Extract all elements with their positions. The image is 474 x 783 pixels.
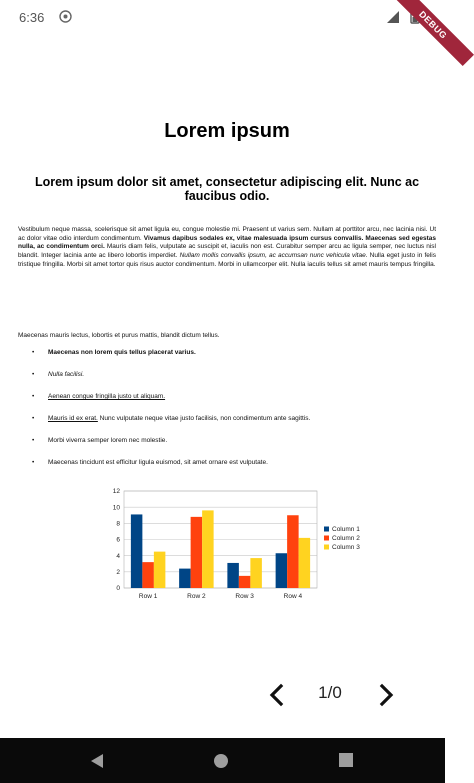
y-tick-label: 4 [116, 552, 120, 560]
next-page-button[interactable] [372, 681, 400, 709]
list-item-link[interactable]: Aenean congue fringilla justo ut aliquam. [48, 393, 166, 400]
list-item-link[interactable]: Mauris id ex erat. [48, 415, 98, 422]
home-button[interactable] [213, 753, 229, 769]
x-tick-label: Row 2 [187, 593, 206, 600]
list-item [18, 458, 436, 467]
list-item [18, 348, 436, 357]
system-navigation-bar [0, 738, 445, 783]
paragraph-italic-text: Nullam mollis convallis ipsum, ac accumsan nunc vehicula vitae. [179, 252, 368, 260]
back-triangle-icon [91, 754, 103, 768]
bar [202, 510, 214, 588]
legend-label: Column 3 [332, 544, 360, 551]
bullet-icon: • [32, 349, 35, 356]
y-tick-label: 0 [116, 585, 120, 593]
list-item [18, 414, 436, 423]
document-title: Lorem ipsum [164, 120, 290, 142]
bullet-list [18, 348, 436, 467]
document-paragraph [18, 226, 436, 270]
x-tick-label: Row 4 [283, 593, 303, 600]
bar [250, 558, 262, 588]
list-item-text: Morbi viverra semper lorem nec molestie. [48, 437, 168, 444]
previous-page-button[interactable] [263, 681, 291, 709]
bullet-icon: • [32, 415, 35, 422]
paragraph-text: Vestibulum neque massa, scelerisque sit amet ligula eu, congue molestie mi. Praesent ut varius sem. Nullam at porttitor arcu, nec lacinia nisi. Ut ac dolor vitae odio interdum condimentum. [18, 226, 436, 242]
recents-button[interactable] [339, 753, 353, 767]
x-tick-label: Row 1 [138, 593, 158, 600]
legend-label: Column 1 [332, 526, 360, 533]
chevron-left-icon [272, 686, 281, 704]
list-item-text: Nulla facilisi. [48, 371, 85, 378]
bar [179, 569, 191, 588]
legend-swatch [324, 545, 329, 550]
paragraph-bold-text: Vivamus dapibus sodales ex, vitae malesuada ipsum cursus convallis. Maecenas sed egestas nulla, ac condimentum orci. [18, 234, 436, 251]
bar [131, 514, 143, 588]
list-item [18, 436, 436, 445]
bar [287, 515, 299, 588]
bullet-icon: • [32, 437, 35, 444]
bar [142, 562, 154, 588]
list-item [18, 370, 436, 379]
bar-chart [104, 485, 379, 610]
bar [239, 576, 251, 588]
list-item-text: Maecenas non lorem quis tellus placerat varius. [48, 349, 196, 356]
bullet-icon: • [32, 393, 35, 400]
bar [299, 538, 311, 588]
recents-square-icon [339, 753, 353, 767]
document-subtitle: Lorem ipsum dolor sit amet, consectetur adipiscing elit. Nunc ac faucibus odio. [34, 175, 420, 203]
paragraph-text: Mauris diam felis, vulputate ac suscipit et, iaculis non est. Curabitur semper arcu ac ligula semper, nec luctus nisl blandit. Integer lacinia ante ac libero lobortis imperdiet. [18, 243, 437, 260]
back-button[interactable] [89, 753, 105, 769]
y-tick-label: 8 [116, 520, 120, 528]
debug-banner [375, 0, 449, 70]
y-tick-label: 6 [116, 536, 120, 544]
bar [191, 517, 203, 588]
bar [227, 563, 239, 588]
list-item-text: Nunc vulputate neque vitae justo facilisis, non condimentum ante sagittis. [97, 415, 311, 422]
y-tick-label: 10 [112, 504, 120, 512]
y-tick-label: 12 [112, 488, 120, 496]
debug-banner-label: DEBUG [392, 0, 474, 66]
list-item [18, 392, 436, 401]
legend-label: Column 2 [332, 535, 360, 542]
bullet-icon: • [32, 459, 35, 466]
document-paragraph-2: Maecenas mauris lectus, lobortis et purus mattis, blandit dictum tellus. [18, 332, 220, 339]
x-tick-label: Row 3 [235, 593, 254, 600]
app-notification-icon [59, 10, 72, 23]
y-tick-label: 2 [116, 569, 120, 577]
legend-swatch [324, 527, 329, 532]
status-time: 6:36 [19, 10, 45, 25]
list-item-text: Maecenas tincidunt est efficitur ligula euismod, sit amet ornare est vulputate. [48, 459, 268, 466]
legend-swatch [324, 536, 329, 541]
page-indicator: 1/0 [318, 683, 342, 702]
chevron-right-icon [382, 686, 391, 704]
bar [154, 552, 166, 588]
bar [276, 553, 288, 588]
paragraph-text: Nulla eget justo in felis tristique fringilla. Morbi sit amet tortor quis risus auctor condimentum. Morbi in ullamcorper elit. Nulla iaculis tellus sit amet mauris tempus fringilla. [18, 252, 437, 268]
home-circle-icon [214, 754, 228, 768]
bullet-icon: • [32, 371, 35, 378]
